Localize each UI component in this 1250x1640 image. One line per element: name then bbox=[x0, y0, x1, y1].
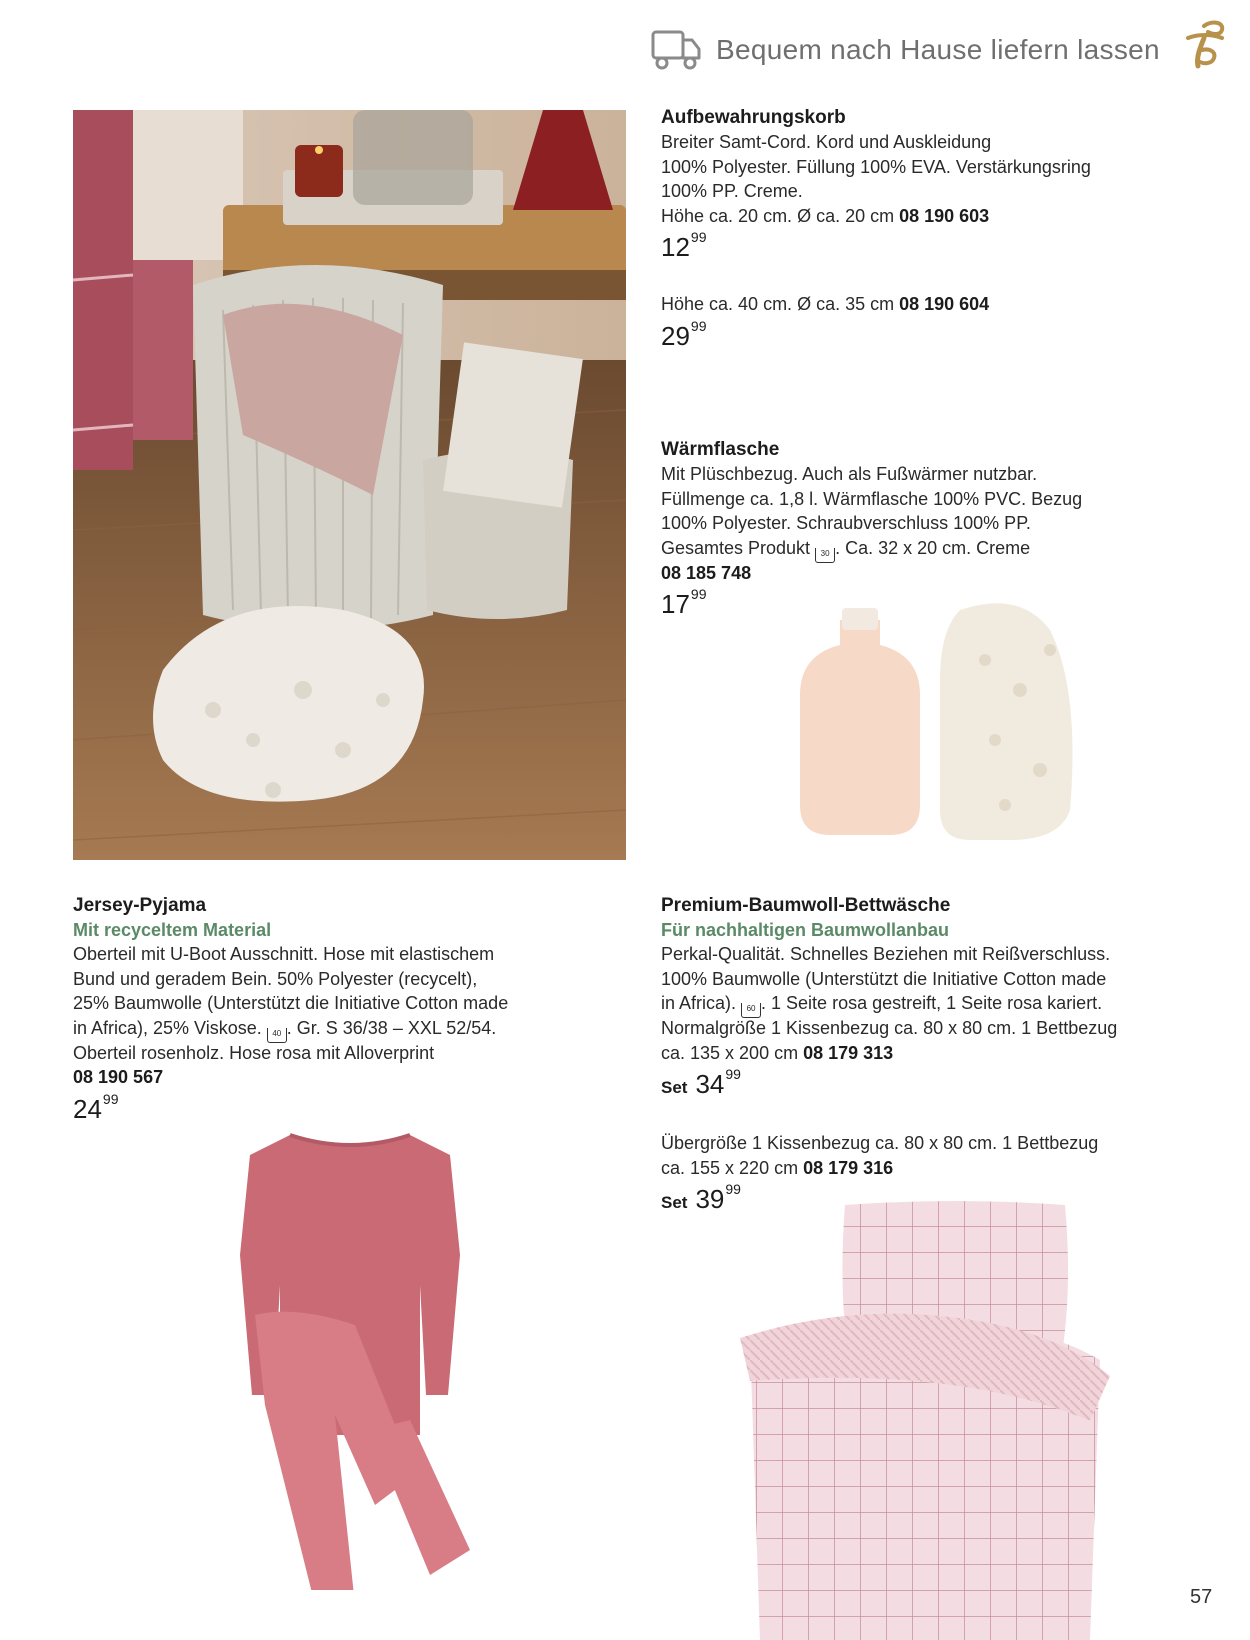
pyjama-article-line bbox=[73, 1065, 633, 1090]
bottle-line4-after: . Ca. 32 x 20 cm. Creme bbox=[835, 537, 1031, 558]
pyjama-line4-before: in Africa), 25% Viskose. bbox=[73, 1017, 267, 1038]
tchibo-logo-icon bbox=[1182, 20, 1226, 70]
bedding-line3-before: in Africa). bbox=[661, 993, 742, 1013]
pyjama-price bbox=[73, 1090, 633, 1125]
price-main: 29 bbox=[661, 320, 690, 351]
price-cents: 99 bbox=[102, 1090, 119, 1107]
price-cents: 99 bbox=[725, 1181, 741, 1197]
basket-desc-line: Breiter Samt-Cord. Kord und Auskleidung bbox=[661, 132, 992, 152]
basket-small-article-number: 08 190 603 bbox=[899, 205, 990, 226]
bedding-product bbox=[661, 894, 1221, 1100]
price-main: 17 bbox=[661, 589, 690, 619]
truck-icon bbox=[650, 28, 702, 72]
bottle-desc-line: 100% Polyester. Schraubverschluss 100% PP. bbox=[661, 513, 1031, 533]
bottle-desc-line: Füllmenge ca. 1,8 l. Wärmflasche 100% PVC. Bezug bbox=[661, 488, 1083, 509]
wash-symbol-icon: 40 bbox=[267, 1028, 287, 1043]
bedding-normal-text: ca. 135 x 200 cm bbox=[661, 1042, 804, 1063]
basket-desc-line: 100% PP. Creme. bbox=[661, 181, 803, 201]
basket-size-large bbox=[661, 292, 1221, 317]
bedding-title: Premium-Baumwoll-Bettwäsche bbox=[661, 895, 951, 916]
bottle-article-line bbox=[661, 561, 1221, 586]
bedding-line3-after: . 1 Seite rosa gestreift, 1 Seite rosa kariert. bbox=[761, 993, 1103, 1013]
lifestyle-photo bbox=[73, 110, 626, 860]
pyjama-desc-line: 25% Baumwolle (Unterstützt die Initiative Cotton made bbox=[73, 993, 509, 1013]
bedding-over-text: ca. 155 x 220 cm bbox=[661, 1157, 804, 1178]
set-label: Set bbox=[661, 1193, 688, 1212]
hot-water-bottle-image bbox=[780, 600, 1120, 850]
bedding-desc-line: 100% Baumwolle (Unterstützt die Initiative Cotton made bbox=[661, 968, 1107, 989]
bedding-normal-article-number: 08 179 313 bbox=[803, 1042, 894, 1063]
bottle-product bbox=[661, 438, 1221, 620]
bedding-image bbox=[730, 1200, 1140, 1640]
basket-large-price bbox=[661, 317, 1221, 352]
pyjama-desc-line: Oberteil mit U-Boot Ausschnitt. Hose mit elastischem bbox=[73, 944, 495, 964]
price-cents: 99 bbox=[690, 586, 707, 602]
pyjama-desc-line bbox=[73, 1016, 633, 1041]
price-cents: 99 bbox=[690, 317, 707, 334]
bottle-line4-before: Gesamtes Produkt bbox=[661, 537, 816, 558]
pyjama-line4-after: . Gr. S 36/38 – XXL 52/54. bbox=[286, 1017, 497, 1038]
basket-title: Aufbewahrungskorb bbox=[661, 107, 846, 128]
basket-size-large-text: Höhe ca. 40 cm. Ø ca. 35 cm bbox=[661, 294, 900, 314]
price-main: 24 bbox=[73, 1093, 102, 1124]
delivery-text: Bequem nach Hause liefern lassen bbox=[716, 34, 1160, 65]
price-cents: 99 bbox=[690, 229, 707, 245]
bedding-over-article-number: 08 179 316 bbox=[803, 1157, 894, 1178]
price-main: 34 bbox=[695, 1069, 725, 1099]
bottle-article-number: 08 185 748 bbox=[661, 562, 752, 583]
bedding-desc-line: Übergröße 1 Kissenbezug ca. 80 x 80 cm. 1 Bettbezug bbox=[661, 1133, 1099, 1153]
bedding-normal-price bbox=[661, 1066, 1221, 1100]
pyjama-image bbox=[200, 1130, 500, 1590]
bedding-size-over bbox=[661, 1156, 1221, 1181]
price-cents: 99 bbox=[725, 1066, 741, 1082]
pyjama-article-number: 08 190 567 bbox=[73, 1067, 164, 1087]
set-label: Set bbox=[661, 1078, 688, 1097]
pyjama-desc-line: Bund und geradem Bein. 50% Polyester (recycelt), bbox=[73, 968, 478, 989]
wash-symbol-icon: 30 bbox=[815, 548, 835, 563]
bedding-desc-line: Normalgröße 1 Kissenbezug ca. 80 x 80 cm. 1 Bettbezug bbox=[661, 1018, 1118, 1038]
basket-small-price bbox=[661, 229, 1221, 263]
page-number: 57 bbox=[1190, 1586, 1213, 1608]
basket-desc-line: 100% Polyester. Füllung 100% EVA. Verstärkungsring bbox=[661, 156, 1091, 177]
bedding-subtitle: Für nachhaltigen Baumwollanbau bbox=[661, 920, 950, 940]
bottle-desc-line bbox=[661, 536, 1221, 561]
basket-large-variant bbox=[661, 292, 1221, 352]
pyjama-product bbox=[73, 894, 633, 1125]
basket-large-article-number: 08 190 604 bbox=[899, 294, 990, 314]
pyjama-title: Jersey-Pyjama bbox=[73, 895, 207, 916]
bedding-desc-line bbox=[661, 991, 1221, 1016]
wash-symbol-icon: 60 bbox=[741, 1003, 761, 1018]
bedding-desc-line: Perkal-Qualität. Schnelles Beziehen mit Reißverschluss. bbox=[661, 944, 1111, 964]
price-main: 12 bbox=[661, 232, 690, 262]
bedding-size-normal bbox=[661, 1041, 1221, 1066]
bottle-desc-line: Mit Plüschbezug. Auch als Fußwärmer nutzbar. bbox=[661, 464, 1038, 484]
delivery-header bbox=[650, 20, 1210, 80]
bottle-title: Wärmflasche bbox=[661, 439, 780, 460]
basket-size-small-text: Höhe ca. 20 cm. Ø ca. 20 cm bbox=[661, 205, 900, 226]
pyjama-subtitle: Mit recyceltem Material bbox=[73, 920, 272, 940]
pyjama-desc-line: Oberteil rosenholz. Hose rosa mit Alloverprint bbox=[73, 1042, 435, 1063]
basket-size-small bbox=[661, 204, 1221, 229]
price-main: 39 bbox=[695, 1184, 725, 1214]
basket-product bbox=[661, 106, 1221, 263]
